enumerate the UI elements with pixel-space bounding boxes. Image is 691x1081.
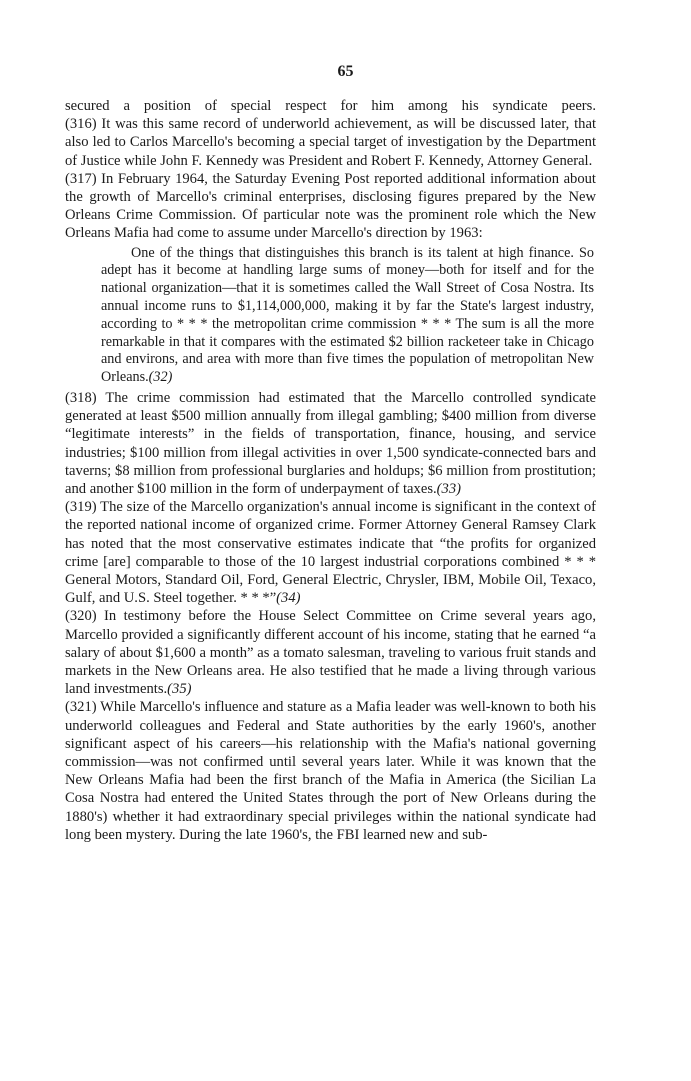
paragraph-text: In February 1964, the Saturday Evening Post reported additional information about the growth of Marcello's criminal enterprises, disclosing figures prepared by the New Orleans Crime Commission. Of particular note was the prominent role which the New Orleans Mafia had come to assume under Marcello's direction by 1963:: [65, 170, 596, 242]
body-text: [65, 97, 596, 844]
block-quote: [101, 245, 594, 387]
paragraph-text: It was this same record of underworld achievement, as will be discussed later, that also led to Carlos Marcello's becoming a special target of investigation by the Department of Justice while John F. Kennedy was President and Robert F. Kennedy, Attorney General.: [65, 116, 596, 169]
paragraph-continuation: [65, 97, 596, 115]
quote-text: One of the things that distinguishes this branch is its talent at high finance. So adept has it become at handling large sums of money—both for itself and for the national organization—that it is sometimes called the Wall Street of Cosa Nostra. Its annual income runs to $1,114,000,000, making it by far the State's largest industry, according to * * * the metropolitan crime commission * * * The sum is all the more remarkable in that it compares with the estimated $2 billion racketeer take in Chicago and environs, and area with more than five times the population of metropolitan New Orleans.: [101, 244, 594, 386]
paragraph-text: The crime commission had estimated that the Marcello controlled syndicate generated at least $500 million annually from illegal gambling; $400 million from diverse “legitimate interests” in the fields of transportation, finance, housing, and service industries; $100 million from illegal activities in over 1,500 syndicate-connected bars and taverns; $8 million from professional burglaries and holdups; $6 million from prostitution; and another $100 million in the form of underpayment of taxes.: [65, 390, 596, 498]
paragraph-321: [65, 698, 596, 844]
paragraph-318: [65, 389, 596, 498]
paragraph-number: (320): [65, 608, 97, 625]
footnote-ref: (32): [148, 369, 173, 386]
paragraph-number: (321): [65, 699, 97, 716]
paragraph-317: [65, 170, 596, 243]
paragraph-number: (317): [65, 170, 97, 187]
footnote-ref: (34): [276, 590, 301, 607]
paragraph-number: (318): [65, 390, 97, 406]
paragraph-319: [65, 498, 596, 607]
paragraph-text: secured a position of special respect for him among his syndicate peers.: [65, 98, 596, 114]
paragraph-320: [65, 607, 596, 698]
paragraph-text: In testimony before the House Select Committee on Crime several years ago, Marcello provided a significantly different account of his income, stating that he earned “a salary of about $1,600 a month” as a tomato salesman, traveling to various fruit stands and markets in the New Orleans area. He also testified that he made a living through various land investments.: [65, 608, 596, 698]
footnote-ref: (33): [436, 481, 461, 498]
paragraph-316: [65, 115, 596, 170]
paragraph-text: While Marcello's influence and stature as a Mafia leader was well-known to both his underworld colleagues and Federal and State authorities by the early 1960's, another significant aspect of his careers—his relationship with the Mafia's national governing commission—was not confirmed until several years later. While it was known that the New Orleans Mafia had been the first branch of the Mafia in America (the Sicilian La Cosa Nostra had entered the United States through the port of New Orleans during the 1880's) whether it had extraordinary special privileges within the national syndicate had long been mystery. During the late 1960's, the FBI learned new and sub-: [65, 699, 596, 843]
paragraph-number: (316): [65, 116, 97, 133]
quote-paragraph: [101, 245, 594, 387]
paragraph-text: The size of the Marcello organization's annual income is significant in the context of the reported national income of organized crime. Former Attorney General Ramsey Clark has noted that the most conservative estimates indicate that “the profits for organized crime [are] comparable to those of the 10 largest industrial corporations combined * * * General Motors, Standard Oil, Ford, General Electric, Chrysler, IBM, Mobile Oil, Texaco, Gulf, and U.S. Steel together. * * *”: [65, 499, 596, 607]
paragraph-number: (319): [65, 499, 97, 516]
page-number: 65: [337, 63, 354, 80]
footnote-ref: (35): [167, 681, 192, 698]
